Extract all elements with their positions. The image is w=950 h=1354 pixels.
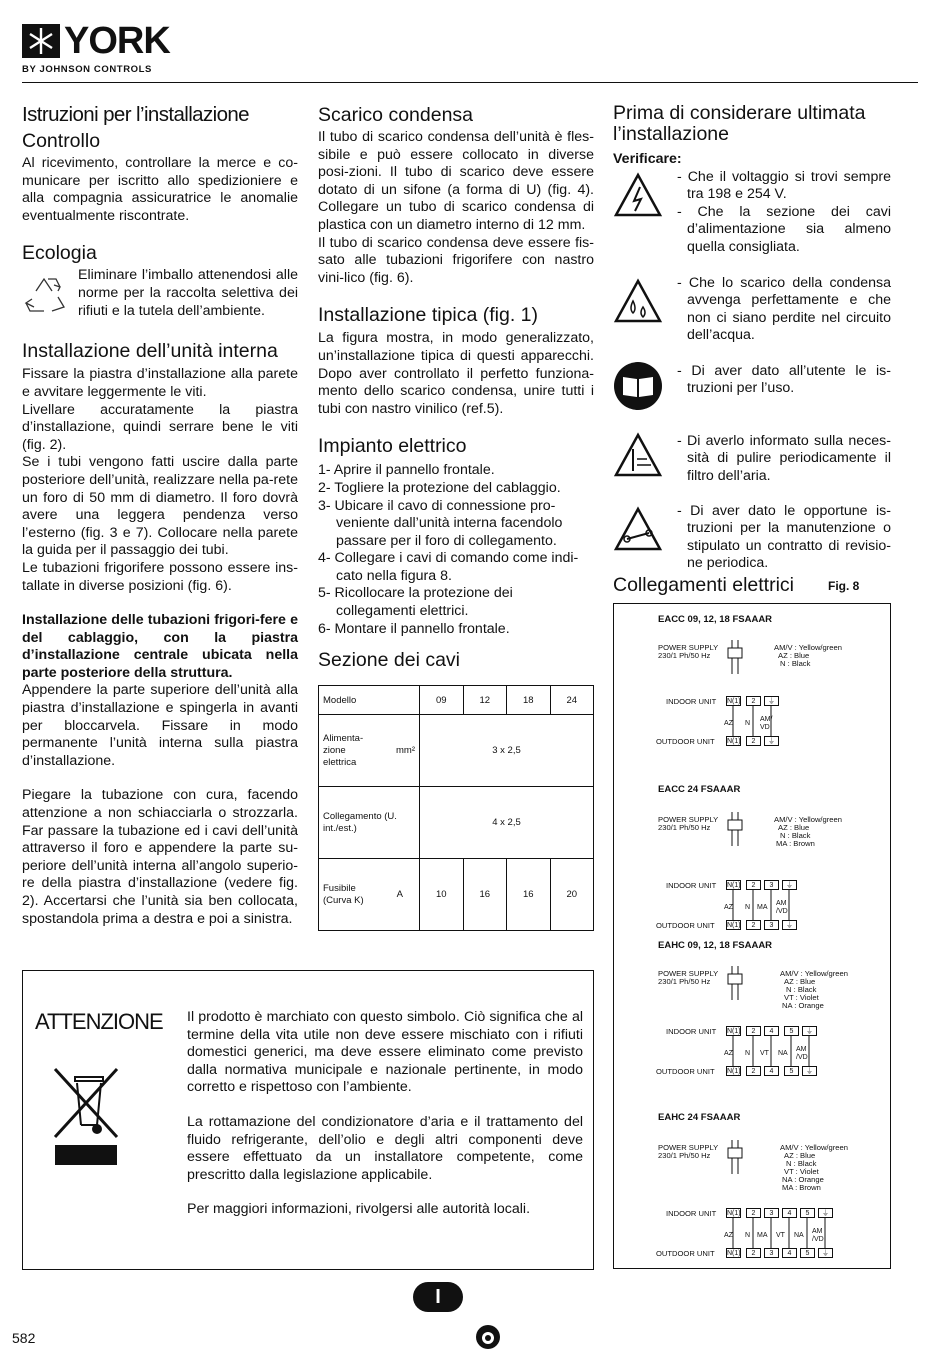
- page-title: Istruzioni per l’installazione: [22, 103, 249, 126]
- legend-item: N : Black: [780, 831, 811, 840]
- step-item: 6- Montare il pannello frontale.: [318, 620, 510, 637]
- weee-bin-icon: [53, 1065, 133, 1175]
- table-cell: 20: [550, 859, 594, 931]
- warning-text: [187, 1009, 583, 1219]
- legend-item: MA : Brown: [776, 839, 815, 848]
- elettrico-steps: [318, 462, 594, 638]
- inst-text-5: Appendere la parte superiore dell’unità alla piastra d’installazione e spingerla in avanti per bloccarvela. Fissare in modo permanente l’unità interna sulla piastra d’installazione.: [22, 682, 298, 769]
- circle-logo-icon: [475, 1324, 501, 1350]
- outdoor-label: OUTDOOR UNIT: [656, 1249, 715, 1258]
- fus-label: Fusibile (Curva K): [323, 882, 364, 906]
- power-supply-label: POWER SUPPLY: [658, 1143, 719, 1152]
- column-1: [22, 103, 298, 928]
- electric-hazard-icon: [613, 171, 663, 221]
- table-row-label: [319, 715, 420, 787]
- scarico-text-1: Il tubo di scarico condensa dell’unità è fles-sibile e può essere collocato in diverse posi-zioni. Il tubo di scarico deve essere dotato di un sifone (a forma di U) (fig. 4). Collegare un tubo di scarico condensa di plastica con un diametro interno di 12 mm.: [318, 129, 594, 233]
- legend-item: AM/V : Yellow/green: [780, 1143, 848, 1152]
- table-cell: 16: [463, 859, 507, 931]
- warning-text-3: Per maggiori informazioni, rivolgersi alle autorità locali.: [187, 1201, 531, 1218]
- check-item: - Di aver dato le opportune is-truzioni per la manutenzione o stipulato un contratto di revisio-ne periodica.: [677, 502, 891, 572]
- check-item: - Che il voltaggio si trovi sempre tra 198 e 254 V.: [677, 168, 891, 203]
- check-block-3: [677, 363, 891, 398]
- controllo-text: Al ricevimento, controllare la merce e co-municare per iscritto allo spedizioniere e alla compagnia assicuratrice le anomalie eventualmente riscontrate.: [22, 155, 298, 224]
- language-label: I: [435, 1286, 441, 1308]
- check-block-1: [677, 169, 891, 257]
- legend-item: VT : Violet: [784, 1167, 819, 1176]
- check-block-2: [677, 275, 891, 345]
- power-supply-spec: 230/1 Ph/50 Hz: [658, 977, 711, 986]
- legend-item: AZ : Blue: [778, 651, 810, 660]
- collegamenti-heading: Collegamenti elettrici: [613, 574, 794, 596]
- brand-subtitle: BY JOHNSON CONTROLS: [22, 64, 152, 75]
- recycle-icon: [22, 273, 70, 317]
- check-block-4: [677, 433, 891, 486]
- power-supply-spec: 230/1 Ph/50 Hz: [658, 651, 711, 660]
- column-2: [318, 103, 594, 672]
- header-rule: [22, 82, 918, 83]
- ecologia-heading: Ecologia: [22, 242, 97, 265]
- sezione-heading: Sezione dei cavi: [318, 649, 461, 672]
- inst-text-2: Livellare accuratamente la piastra d’installazione, quindi serrare bene le viti (fig. 2).: [22, 401, 298, 453]
- tipica-text: La figura mostra, in modo generalizzato, un’installazione tipica di questi apparecchi. Dopo aver controllato il perfetto funziona-mento dello scarico condensa, unire tutti i tubi con nastro vinilico (ref.5).: [318, 330, 594, 417]
- language-badge: [413, 1282, 463, 1312]
- check-item: - Che lo scarico della condensa avvenga perfettamente e che non ci siano perdite nel circuito dell’acqua.: [677, 274, 891, 344]
- power-supply-spec: 230/1 Ph/50 Hz: [658, 1151, 711, 1160]
- power-supply-spec: 230/1 Ph/50 Hz: [658, 823, 711, 832]
- legend-item: N : Black: [786, 1159, 817, 1168]
- warning-box: [22, 970, 594, 1270]
- ecologia-text: Eliminare l’imballo attenendosi alle norme per la raccolta selettiva dei rifiuti e la tutela dell’ambiente.: [78, 267, 298, 319]
- inst-text-4: Le tubazioni frigorifere possono essere ins-tallate in diverse posizioni (fig. 6).: [22, 559, 298, 594]
- table-row-label: [319, 859, 420, 931]
- alim-unit: mm²: [396, 745, 415, 756]
- collegamenti-header: [613, 574, 891, 597]
- indoor-label: INDOOR UNIT: [666, 881, 717, 890]
- wire-lines: [724, 1036, 824, 1066]
- brand-name: YORK: [64, 20, 170, 62]
- coll-label: Collegamento (U. int./est.): [319, 787, 420, 859]
- inst-bold-text: Installazione delle tubazioni frigori-fere e del cablaggio, con la piastra d’installazione centrale ubicata nella parte posteriore della struttura.: [22, 612, 298, 681]
- step-item: 4- Collegare i cavi di comando come indi-cato nella figura 8.: [318, 550, 579, 584]
- legend-item: VT : Violet: [784, 993, 819, 1002]
- alim-value: 3 x 2,5: [420, 715, 594, 787]
- outdoor-label: OUTDOOR UNIT: [656, 1067, 715, 1076]
- legend-item: AM/V : Yellow/green: [774, 643, 842, 652]
- table-header: 24: [550, 686, 594, 715]
- indoor-label: INDOOR UNIT: [666, 1027, 717, 1036]
- power-supply-label: POWER SUPPLY: [658, 643, 719, 652]
- model-label: EAHC 09, 12, 18 FSAAAR: [658, 940, 773, 951]
- check-item: - Di averlo informato sulla neces-sità di pulire periodicamente il filtro dell’aria.: [677, 432, 891, 484]
- step-item: 2- Togliere la protezione del cablaggio.: [318, 479, 561, 496]
- elettrico-heading: Impianto elettrico: [318, 435, 467, 458]
- check-item: - Di aver dato all’utente le is-truzioni per l’uso.: [677, 362, 891, 397]
- fus-unit: A: [396, 889, 403, 900]
- model-label: EACC 09, 12, 18 FSAAAR: [658, 614, 773, 625]
- step-item: 5- Ricollocare la protezione dei collegamenti elettrici.: [318, 585, 513, 620]
- table-cell: 10: [420, 859, 464, 931]
- plug-icon: [726, 966, 746, 1002]
- step-item: 1- Aprire il pannello frontale.: [318, 462, 495, 479]
- page-number: 582: [12, 1330, 36, 1346]
- prima-heading: Prima di considerare ultimata l’installazione: [613, 102, 866, 145]
- verificare-label: Verificare:: [613, 151, 682, 167]
- column-3: [613, 103, 893, 593]
- wire-lines: [724, 706, 784, 736]
- legend-item: AZ : Blue: [784, 977, 816, 986]
- power-supply-label: POWER SUPPLY: [658, 815, 719, 824]
- inst-text-3: Se i tubi vengono fatti uscire dalla parte posteriore dell’unità, realizzare nella pa-rete un foro di 50 mm di diametro. Il foro dovrà avere una leggera pendenza verso l’esterno (fig. 3 e 7). Collocare nella parete la guida per il passaggio dei tubi.: [22, 454, 298, 559]
- coll-value: 4 x 2,5: [420, 787, 594, 859]
- fig-label: Fig. 8: [828, 579, 860, 593]
- check-block-5: [677, 503, 891, 573]
- legend-item: N : Black: [780, 659, 811, 668]
- warning-text-1: Il prodotto è marchiato con questo simbolo. Ciò significa che al termine della vita utile non deve essere mischiato con i rifiuti domestici generici, ma deve essere eliminato come previsto dalla normativa municipale e nazionale pertinente, in modo corretto e rispettoso con l’ambiente.: [187, 1009, 583, 1096]
- table-header-modello: Modello: [319, 686, 420, 715]
- snowflake-icon: [22, 24, 60, 58]
- legend-item: AZ : Blue: [784, 1151, 816, 1160]
- ecologia-block: [22, 267, 298, 323]
- plug-icon: [726, 812, 746, 848]
- controllo-heading: Controllo: [22, 130, 101, 152]
- scarico-heading: Scarico condensa: [318, 104, 474, 126]
- table-header: 12: [463, 686, 507, 715]
- warning-title: ATTENZIONE: [35, 1009, 163, 1034]
- indoor-label: INDOOR UNIT: [666, 1209, 717, 1218]
- outdoor-label: OUTDOOR UNIT: [656, 737, 715, 746]
- manual-book-icon: [613, 361, 663, 411]
- table-header: 18: [507, 686, 551, 715]
- power-supply-label: POWER SUPPLY: [658, 969, 719, 978]
- plug-icon: [726, 1140, 746, 1176]
- table-cell: 16: [507, 859, 551, 931]
- scarico-text-2: Il tubo di scarico condensa deve essere fis-sato alle tubazioni frigorifere con nastro vini-lico (fig. 6).: [318, 234, 594, 286]
- maintenance-wrench-icon: [613, 505, 663, 555]
- legend-item: AM/V : Yellow/green: [774, 815, 842, 824]
- tipica-heading: Installazione tipica (fig. 1): [318, 304, 539, 327]
- step-item: 3- Ubicare il cavo di connessione pro-veniente dall’unità interna facendolo passare per il foro di collegamento.: [318, 497, 563, 549]
- legend-item: N : Black: [786, 985, 817, 994]
- water-drops-icon: [613, 277, 663, 327]
- legend-item: NA : Orange: [782, 1175, 824, 1184]
- table-header: 09: [420, 686, 464, 715]
- check-item: - Che la sezione dei cavi d’alimentazione sia almeno quella consigliata.: [677, 203, 891, 255]
- legend-item: AZ : Blue: [778, 823, 810, 832]
- alim-label: Alimenta-zione elettrica: [323, 732, 364, 768]
- legend-item: MA : Brown: [782, 1183, 821, 1192]
- outdoor-label: OUTDOOR UNIT: [656, 921, 715, 930]
- installazione-heading: Installazione dell’unità interna: [22, 340, 278, 363]
- brand-logo: [22, 22, 182, 78]
- model-label: EAHC 24 FSAAAR: [658, 1112, 741, 1123]
- checklist: [613, 169, 893, 589]
- cable-table: [318, 685, 594, 931]
- inst-text-6: Piegare la tubazione con cura, facendo attenzione a non schiacciarla o strozzarla. Far passare la tubazione ed i cavi dell’unità attraverso il foro e appendere la parte su-periore dell’unità interna all’angolo superio-re della piastra d’installazione (vedere fig. 2). Accertarsi che l’unità sia ben collocata, spostandola prima a destra e poi a sinistra.: [22, 787, 298, 927]
- wiring-figure: EACC 09, 12, 18 FSAAAR POWER SUPPLY 230/1 Ph/50 Hz AM/V : Yellow/green AZ : Blue N : Black INDOOR UNIT OUTDOOR UNIT N(1) 2 ⏚ N(1) 2 ⏚ AZ N AM/ VD EACC 24 FSAAAR POWER SUPPLY 230/1 Ph/50 Hz AM/V : Yellow/green AZ : Blue N : Black MA : Brown INDOOR UNIT OUTDOOR UNIT N(1) 2 3 ⏚ N(1) 2 3 ⏚ AZ N MA AM /VD EAHC 09, 12, 18 FSAAAR POWER SUPPLY 230/1 Ph/50 Hz AM/V : Yellow/green AZ : Blue N : Black VT : Violet NA : Orange INDOOR UNIT OUTDOOR UNIT N(1) 2 4 5 ⏚ N(1) 2 4 5 ⏚ AZ N VT NA AM /VD EAHC 24 FSAAAR POWER SUPPLY 230/1 Ph/50 Hz AM/V : Yellow/green AZ : Blue N : Black VT : Violet NA : Orange MA : Brown INDOOR UNIT OUTDOOR UNIT N(1) 2 3 4 5 ⏚ N(1) 2 3 4 5 ⏚ AZ N MA VT NA AM /VD: [613, 603, 891, 1269]
- plug-icon: [726, 640, 746, 676]
- inst-text-1: Fissare la piastra d’installazione alla parete e avvitare leggermente le viti.: [22, 366, 298, 400]
- warning-text-2: La rottamazione del condizionatore d’aria e il trattamento del fluido refrigerante, dell’olio e degli altri componenti deve essere effettuato da un installatore competente, come prescritto dalla legislazione applicabile.: [187, 1113, 583, 1183]
- model-label: EACC 24 FSAAAR: [658, 784, 741, 795]
- legend-item: NA : Orange: [782, 1001, 824, 1010]
- legend-item: AM/V : Yellow/green: [780, 969, 848, 978]
- filter-icon: [613, 431, 663, 481]
- indoor-label: INDOOR UNIT: [666, 697, 717, 706]
